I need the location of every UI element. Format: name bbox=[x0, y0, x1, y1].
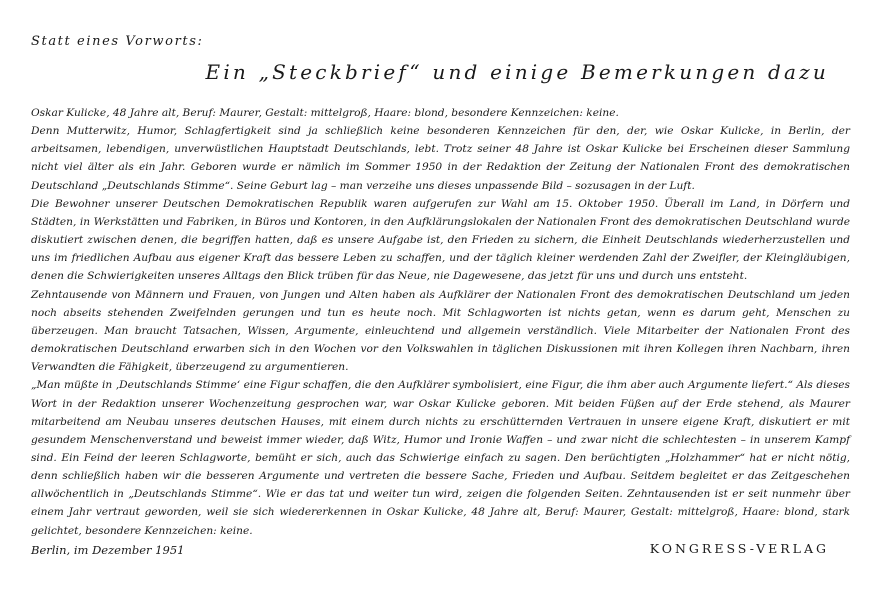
publisher-name: KONGRESS-VERLAG bbox=[649, 541, 829, 556]
paragraph-2: Denn Mutterwitz, Humor, Schlagfertigkeit sind ja schließlich keine besonderen Kennzeichen für den, der, wie Oskar Kulicke, in Berlin, der arbeitsamen, lebendigen, unverwüstlichen Hauptstadt Deutschlands, lebt. Trotz seiner 48 Jahre ist Oskar Kulicke bei Erscheinen dieser Sammlung nicht viel älter als ein Jahr. Geboren wurde er nämlich im Sommer 1950 in der Redaktion der Zeitung der Nationalen Front des demokratischen Deutschland „Deutschlands Stimme“. Seine Geburt lag – man verzeihe uns dieses unpassende Bild – sozusagen in der Luft. bbox=[31, 125, 850, 192]
page-title: Ein „Steckbrief“ und einige Bemerkungen dazu bbox=[205, 60, 829, 84]
paragraph-3: Die Bewohner unserer Deutschen Demokratischen Republik waren aufgerufen zur Wahl am 15. Oktober 1950. Überall im Land, in Dörfern und Städten, in Werkstätten und Fabriken, in Büros und Kontoren, in den Aufklärungslokalen der Nationalen Front des demokratischen Deutschland wurde diskutiert zwischen denen, die begriffen hatten, daß es unsere Aufgabe ist, den Frieden zu sichern, die Einheit Deutschlands wiederherzustellen und uns im friedlichen Aufbau aus eigener Kraft das bessere Leben zu schaffen, und der täglich kleiner werdenden Zahl der Zweifler, der Kleingläubigen, denen die Schwierigkeiten unseres Alltags den Blick trüben für das Neue, nie Dagewesene, das jetzt für uns und durch uns entsteht. bbox=[31, 197, 850, 283]
paragraph-1: Oskar Kulicke, 48 Jahre alt, Beruf: Maurer, Gestalt: mittelgroß, Haare: blond, besondere Kennzeichen: keine. bbox=[31, 107, 619, 119]
place-date: Berlin, im Dezember 1951 bbox=[31, 543, 185, 557]
body-text bbox=[31, 104, 850, 540]
paragraph-4: Zehntausende von Männern und Frauen, von Jungen und Alten haben als Aufklärer der Nationalen Front des demokratischen Deutschland um jeden noch abseits stehenden Zweifelnden gerungen und tun es heute noch. Mit Schlagworten ist nichts getan, wenn es darum geht, Menschen zu überzeugen. Man braucht Tatsachen, Wissen, Argumente, einleuchtend und allgemein verständlich. Viele Mitarbeiter der Nationalen Front des demokratischen Deutschland erwarben sich in den Wochen vor den Volkswahlen in täglichen Diskussionen mit ihren Kollegen ihren Nachbarn, ihren Verwandten die Fähigkeit, überzeugend zu argumentieren. bbox=[31, 288, 850, 374]
preface-label: Statt eines Vorworts: bbox=[31, 34, 204, 49]
paragraph-5: „Man müßte in ‚Deutschlands Stimme‘ eine Figur schaffen, die den Aufklärer symbolisiert, eine Figur, die ihm aber auch Argumente liefert.“ Als dieses Wort in der Redaktion unserer Wochenzeitung gesprochen war, war Oskar Kulicke geboren. Mit beiden Füßen auf der Erde stehend, als Maurer mitarbeitend am Neubau unseres deutschen Hauses, mit einem durch nichts zu erschütternden Vertrauen in unsere eigene Kraft, diskutiert er mit gesundem Menschenverstand und beweist immer wieder, daß Witz, Humor und Ironie Waffen – und zwar nicht die schlechtesten – in unserem Kampf sind. Ein Feind der leeren Schlagworte, bemüht er sich, auch das Schwierige einfach zu sagen. Den berüchtigten „Holzhammer“ hat er nicht nötig, denn schließlich haben wir die besseren Argumente und vertreten die bessere Sache, Frieden und Aufbau. Seitdem begleitet er das Zeitgeschehen allwöchentlich in „Deutschlands Stimme“. Wie er das tat und weiter tun wird, zeigen die folgenden Seiten. Zehntausenden ist er seit nunmehr über einem Jahr vertraut geworden, weil sie sich wiedererkennen in Oskar Kulicke, 48 Jahre alt, Beruf: Maurer, Gestalt: mittelgroß, Haare: blond, stark gelichtet, besondere Kennzeichen: keine. bbox=[31, 379, 850, 537]
